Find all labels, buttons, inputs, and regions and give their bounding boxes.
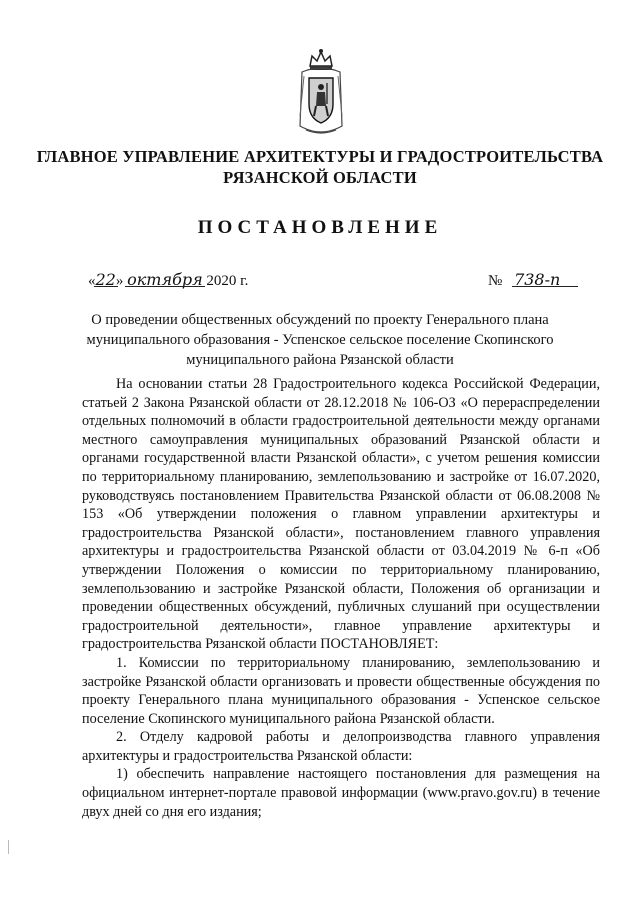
date-year: 2020 г.: [206, 273, 249, 289]
organization-name-line-1: ГЛАВНОЕ УПРАВЛЕНИЕ АРХИТЕКТУРЫ И ГРАДОСТРОИТЕЛЬСТВА: [36, 147, 604, 166]
document-date: [88, 270, 248, 290]
date-open-quote: «: [88, 273, 96, 289]
number-label: №: [488, 273, 503, 289]
date-close-quote: »: [115, 273, 124, 289]
body-paragraph-item-1: 1. Комиссии по территориальному планированию, землепользованию и застройке Рязанской области организовать и провести общественные обсуждения по проекту Генерального плана муниципального образования - Успенское сельское поселение Скопинского муниципального района Рязанской области.: [82, 654, 600, 727]
scan-margin-mark: [8, 840, 9, 854]
subject-line-2: муниципального образования - Успенское сельское поселение Скопинского: [86, 332, 554, 348]
subject-line-3: муниципального района Рязанской области: [186, 352, 454, 368]
date-day-handwritten: 22: [95, 270, 116, 289]
document-number: [488, 270, 576, 290]
body-paragraph-item-2: 2. Отделу кадровой работы и делопроизводства главного управления архитектуры и градостроительства Рязанской области:: [82, 729, 600, 764]
organization-name-line-2: РЯЗАНСКОЙ ОБЛАСТИ: [223, 168, 417, 187]
body-paragraph-subitem-1: 1) обеспечить направление настоящего постановления для размещения на официальном интернет-портале правовой информации (www.pravo.gov.ru) в течение двух дней со дня его издания;: [82, 766, 600, 820]
document-subject: [0, 310, 640, 370]
body-paragraph-preamble: На основании статьи 28 Градостроительного кодекса Российской Федерации, статьей 2 Закона Рязанской области от 28.12.2018 № 106-ОЗ «О перераспределении отдельных полномочий в области градостроительной деятельности между органами местного самоуправления муниципальных образований Рязанской области и органами государственной власти Рязанской области», с учетом решения комиссии по территориальному планированию, землепользованию и застройке от 16.07.2020, руководствуясь постановлением Правительства Рязанской области от 06.08.2008 № 153 «Об утверждении положения о главном управлении архитектуры и градостроительства Рязанской области», постановлением главного управления архитектуры и градостроительства Рязанской области от 03.04.2019 № 6-п «Об утверждении Положения о комиссии по территориальному планированию, землепользованию и застройке Рязанской области, Положения об организации и проведении общественных обсуждений, публичных слушаний при осуществлении градостроительной деятельности», главное управление архитектуры и градостроительства Рязанской области ПОСТАНОВЛЯЕТ:: [82, 376, 600, 653]
document-body: [82, 375, 600, 821]
number-value-handwritten: 738-п: [514, 270, 576, 289]
subject-line-1: О проведении общественных обсуждений по проекту Генерального плана: [91, 312, 549, 328]
coat-of-arms-emblem: [296, 46, 346, 140]
document-type-title: ПОСТАНОВЛЕНИЕ: [197, 217, 443, 238]
date-month-handwritten: октября: [127, 270, 203, 289]
